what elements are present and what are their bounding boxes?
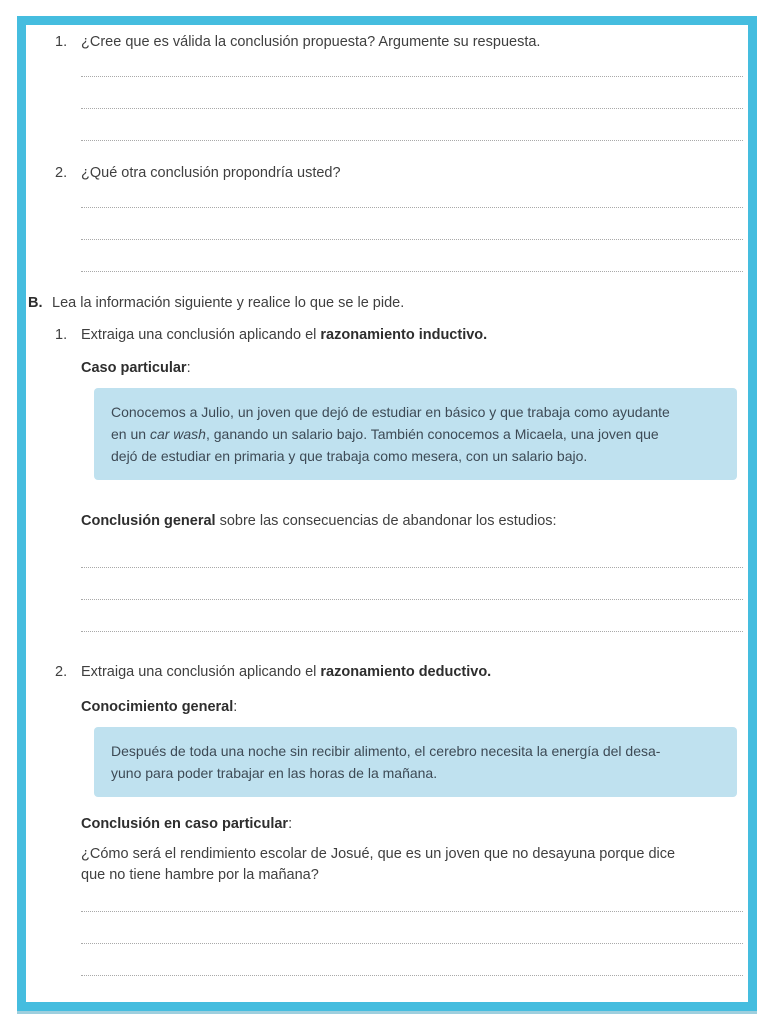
b-item-1-text-regular: Extraiga una conclusión aplicando el	[81, 327, 321, 343]
b-item-2-text-bold: razonamiento deductivo.	[320, 664, 492, 680]
conclusion-general-rest: sobre las consecuencias de abandonar los estudios:	[215, 513, 557, 529]
b-item-1-row	[26, 325, 748, 346]
conclusion-general-answer-lines	[26, 532, 748, 632]
answer-line[interactable]	[81, 109, 743, 141]
question-2-row	[26, 163, 748, 184]
josue-question	[81, 844, 743, 886]
josue-question-line-2: que no tiene hambre por la mañana?	[81, 867, 319, 883]
inductive-case-box	[94, 388, 737, 480]
answer-line[interactable]	[81, 208, 743, 240]
conclusion-case-bold: Conclusión en caso particular	[81, 816, 289, 832]
answer-line[interactable]	[81, 886, 743, 912]
section-b-label: B.	[28, 295, 43, 311]
box2-line-2: yuno para poder trabajar en las horas de la mañana.	[111, 765, 438, 781]
conclusion-case-label	[81, 814, 748, 835]
box1-line2-post: , ganando un salario bajo. También conocemos a Micaela, una joven que	[205, 426, 659, 442]
answer-line[interactable]	[81, 240, 743, 272]
question-2-text: ¿Qué otra conclusión propondría usted?	[81, 165, 341, 181]
box2-line-1: Después de toda una noche sin recibir alimento, el cerebro necesita la energía del desa-	[111, 743, 661, 759]
answer-line[interactable]	[81, 53, 743, 77]
section-b-instruction: Lea la información siguiente y realice lo que se le pide.	[52, 295, 405, 311]
question-1-number: 1.	[55, 34, 68, 50]
josue-question-line-1: ¿Cómo será el rendimiento escolar de Josué, que es un joven que no desayuna porque dice	[81, 846, 676, 862]
section-b-header	[26, 293, 748, 314]
box1-line-3: dejó de estudiar en primaria y que trabaja como mesera, con un salario bajo.	[111, 448, 588, 464]
answer-line[interactable]	[81, 944, 743, 976]
b-item-2-text-regular: Extraiga una conclusión aplicando el	[81, 664, 321, 680]
question-1-row	[26, 32, 748, 53]
knowledge-general-colon: :	[233, 699, 238, 715]
answer-line[interactable]	[81, 77, 743, 109]
answer-line[interactable]	[81, 532, 743, 568]
page-border-frame	[17, 16, 757, 1011]
knowledge-general-bold: Conocimiento general	[81, 699, 234, 715]
box1-line-2	[111, 423, 720, 445]
answer-line[interactable]	[81, 912, 743, 944]
question-2-number: 2.	[55, 165, 68, 181]
b-item-1-number: 1.	[55, 327, 68, 343]
answer-line[interactable]	[81, 184, 743, 208]
b-item-2-number: 2.	[55, 664, 68, 680]
question-2-answer-lines	[26, 184, 748, 272]
deductive-knowledge-box	[94, 727, 737, 797]
box1-line2-pre: en un	[111, 426, 150, 442]
case-particular-label	[81, 358, 748, 379]
answer-line[interactable]	[81, 568, 743, 600]
case-particular-bold: Caso particular	[81, 360, 187, 376]
question-1-answer-lines	[26, 53, 748, 141]
b-item-1-text	[81, 325, 748, 346]
b-item-2-text	[81, 662, 748, 683]
conclusion-case-colon: :	[288, 816, 293, 832]
case-particular-colon: :	[186, 360, 191, 376]
conclusion-general-label	[81, 511, 748, 532]
b-item-2-row	[26, 662, 748, 683]
box1-line2-italic: car wash	[149, 426, 206, 442]
b-item-1-text-bold: razonamiento inductivo.	[320, 327, 488, 343]
josue-answer-lines	[26, 886, 748, 976]
question-1-text: ¿Cree que es válida la conclusión propuesta? Argumente su respuesta.	[81, 34, 541, 50]
answer-line[interactable]	[81, 600, 743, 632]
conclusion-general-bold: Conclusión general	[81, 513, 216, 529]
knowledge-general-label	[81, 697, 748, 718]
box1-line-1: Conocemos a Julio, un joven que dejó de estudiar en básico y que trabaja como ayudante	[111, 404, 670, 420]
